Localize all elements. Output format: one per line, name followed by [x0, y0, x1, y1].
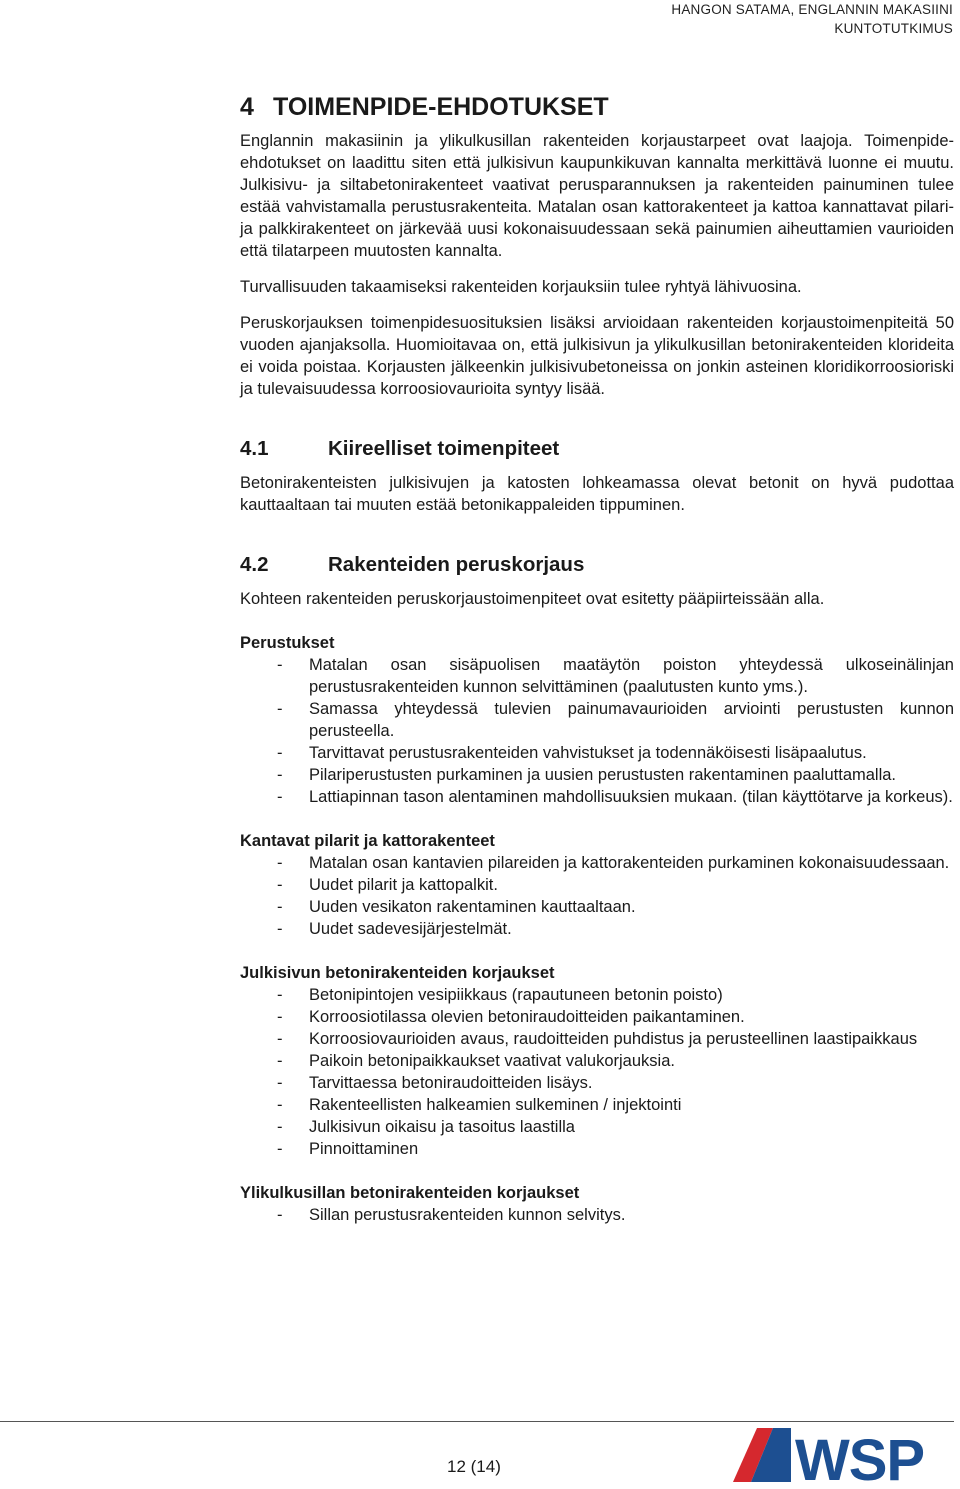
subsection-heading [240, 552, 954, 578]
wsp-logo [733, 1420, 957, 1488]
list-item: - Sillan perustusrakenteiden kunnon selvitys. [240, 1204, 954, 1226]
section-number: 4 [240, 93, 254, 121]
group-heading: Perustukset [240, 634, 335, 652]
page-number: 12 (14) [447, 1457, 501, 1476]
list-item: - Samassa yhteydessä tulevien painumavaurioiden arviointi perustusten kunnon perusteella. [240, 698, 954, 742]
list-item: - Betonipintojen vesipiikkaus (rapautuneen betonin poisto) [240, 984, 954, 1006]
paragraph: Englannin makasiinin ja ylikulkusillan rakenteiden korjaustarpeet ovat laajoja. Toimenpide-ehdotukset on laadittu siten että julkisivun kaupunkikuvan kannalta merkittävä luonne ei muutu. Julkisivu- ja siltabetonirakenteet vaativat perusparannuksen ja rakenteiden painuminen tulee estää vahvistamalla perustusrakenteita. Matalan osan kattorakenteet ja kattoa kannattavat pilari- ja palkkirakenteet on järkevää uusi kokonaisuudessaan sekä painumien aiheuttamien vaurioiden että tilatarpeen muutosten kannalta. [240, 132, 954, 260]
dash-list [240, 654, 954, 808]
dash-list [240, 984, 954, 1160]
subsection-title: Rakenteiden peruskorjaus [328, 553, 585, 576]
dash-list [240, 852, 954, 940]
paragraph: Kohteen rakenteiden peruskorjaustoimenpiteet ovat esitetty pääpiirteissään alla. [240, 590, 825, 608]
section-title: TOIMENPIDE-EHDOTUKSET [273, 93, 609, 121]
section-heading [240, 92, 954, 122]
subsection-number: 4.2 [240, 553, 269, 576]
document-body [240, 92, 954, 1226]
list-item: - Uudet pilarit ja kattopalkit. [240, 874, 954, 896]
paragraph: Betonirakenteisten julkisivujen ja katosten lohkeamassa olevat betonit on hyvä pudottaa kauttaaltaan tai muuten estää betonikappaleiden tippuminen. [240, 474, 954, 514]
paragraph: Peruskorjauksen toimenpidesuosituksien lisäksi arvioidaan rakenteiden korjaustoimenpiteitä 50 vuoden ajanjaksolla. Huomioitavaa on, että julkisivun ja ylikulkusillan betonirakenteiden klorideita ei voida poistaa. Korjausten jälkeenkin julkisivubetoneissa on jonkin asteinen kloridikorroosioriski ja tulevaisuudessa korroosiovaurioita syntyy lisää. [240, 314, 954, 398]
list-item: - Matalan osan sisäpuolisen maatäytön poiston yhteydessä ulkoseinälinjan perustusrakenteiden kunnon selvittäminen (paalutusten kunto yms.). [240, 654, 954, 698]
list-item: - Paikoin betonipaikkaukset vaativat valukorjauksia. [240, 1050, 954, 1072]
list-item: - Korroosiotilassa olevien betoniraudoitteiden paikantaminen. [240, 1006, 954, 1028]
group-heading: Kantavat pilarit ja kattorakenteet [240, 832, 495, 850]
list-item: - Korroosiovaurioiden avaus, raudoitteiden puhdistus ja perusteellinen laastipaikkaus [240, 1028, 954, 1050]
list-item: - Matalan osan kantavien pilareiden ja kattorakenteiden purkaminen kokonaisuudessaan. [240, 852, 954, 874]
list-item: - Pinnoittaminen [240, 1138, 954, 1160]
list-item: - Pilariperustusten purkaminen ja uusien perustusten rakentaminen paaluttamalla. [240, 764, 954, 786]
group-heading: Julkisivun betonirakenteiden korjaukset [240, 964, 555, 982]
list-item: - Julkisivun oikaisu ja tasoitus laastilla [240, 1116, 954, 1138]
paragraph: Turvallisuuden takaamiseksi rakenteiden korjauksiin tulee ryhtyä lähivuosina. [240, 278, 802, 296]
dash-list [240, 1204, 954, 1226]
subsection-heading [240, 436, 954, 462]
subsection-number: 4.1 [240, 437, 269, 460]
list-item: - Lattiapinnan tason alentaminen mahdollisuuksien mukaan. (tilan käyttötarve ja korkeus). [240, 786, 954, 808]
logo-text: WSP [795, 1428, 925, 1488]
running-header [533, 0, 953, 38]
list-item: - Tarvittaessa betoniraudoitteiden lisäys. [240, 1072, 954, 1094]
header-line-1: HANGON SATAMA, ENGLANNIN MAKASIINI [671, 2, 953, 17]
subsection-title: Kiireelliset toimenpiteet [328, 437, 560, 460]
list-item: - Uudet sadevesijärjestelmät. [240, 918, 954, 940]
repair-groups [240, 632, 954, 1226]
header-line-2: KUNTOTUTKIMUS [834, 21, 953, 36]
list-item: - Uuden vesikaton rakentaminen kauttaaltaan. [240, 896, 954, 918]
group-heading: Ylikulkusillan betonirakenteiden korjaukset [240, 1184, 580, 1202]
list-item: - Tarvittavat perustusrakenteiden vahvistukset ja todennäköisesti lisäpaalutus. [240, 742, 954, 764]
list-item: - Rakenteellisten halkeamien sulkeminen / injektointi [240, 1094, 954, 1116]
